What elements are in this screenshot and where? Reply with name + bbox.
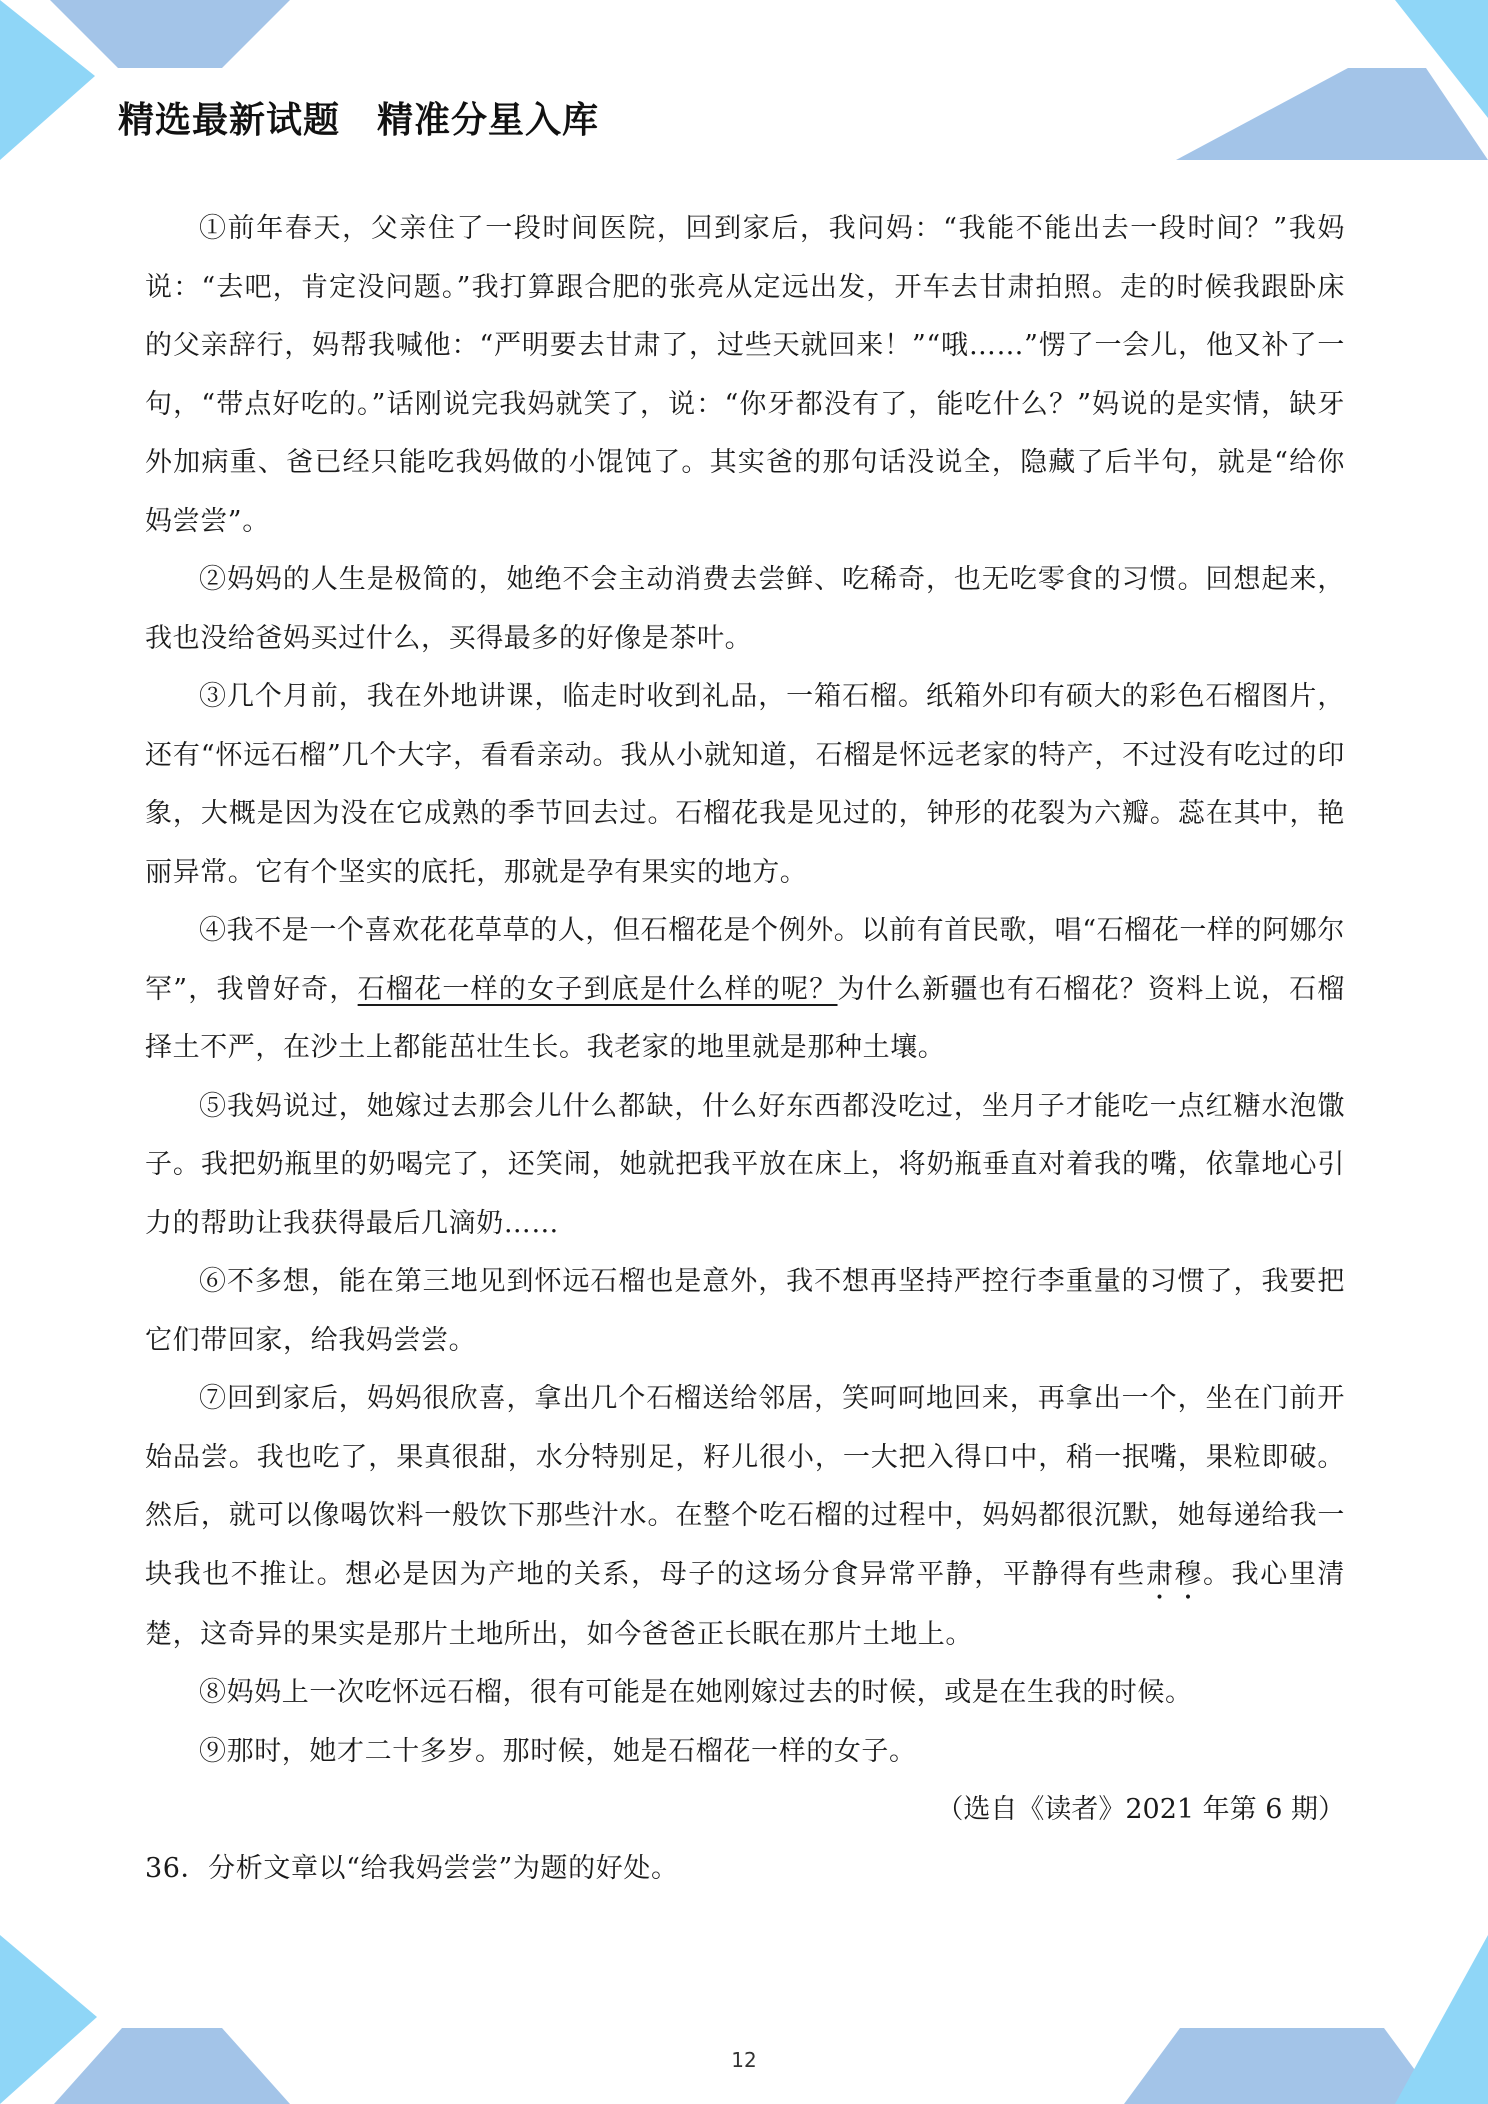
paragraph-6 (145, 1253, 1345, 1370)
paragraph-8 (145, 1664, 1345, 1723)
paragraph-text: ③几个月前，我在外地讲课，临走时收到礼品，一箱石榴。纸箱外印有硕大的彩色石榴图片，还有“怀远石榴”几个大字，看看亲动。我从小就知道，石榴是怀远老家的特产，不过没有吃过的印象，大概是因为没在它成熟的季节回去过。石榴花我是见过的，钟形的花裂为六瓣。蕊在其中，艳丽异常。它有个坚实的底托，那就是孕有果实的地方。 (145, 681, 1345, 888)
article-paragraphs (145, 200, 1345, 1781)
paragraph-text: ④我不是一个喜欢花花草草的人，但石榴花是个例外。以前有首民歌，唱“石榴花一样的阿娜尔罕”，我曾好奇， (145, 915, 1346, 1005)
paragraph-2 (145, 551, 1345, 668)
emphasized-word: 肃穆 (1145, 1558, 1204, 1590)
paragraph-1 (145, 200, 1345, 551)
paragraph-text: ⑥不多想，能在第三地见到怀远石榴也是意外，我不想再坚持严控行李重量的习惯了，我要把它们带回家，给我妈尝尝。 (145, 1266, 1345, 1356)
page-number: 12 (731, 2048, 757, 2072)
paragraph-3 (145, 668, 1345, 902)
underlined-sentence: 石榴花一样的女子到底是什么样的呢？ (357, 973, 838, 1005)
paragraph-text: 。我心里清楚，这奇异的果实是那片土地所出，如今爸爸正长眠在那片土地上。 (145, 1558, 1346, 1650)
header-title: 精选最新试题 精准分星入库 (118, 100, 600, 141)
paragraph-text: ⑤我妈说过，她嫁过去那会儿什么都缺，什么好东西都没吃过，坐月子才能吃一点红糖水泡馓子。我把奶瓶里的奶喝完了，还笑闹，她就把我平放在床上，将奶瓶垂直对着我的嘴，依靠地心引力的帮助让我获得最后几滴奶…… (145, 1090, 1345, 1239)
article-source: （选自《读者》2021 年第 6 期） (936, 1794, 1345, 1825)
paragraph-7 (145, 1370, 1345, 1664)
article-body (145, 200, 1345, 1898)
question-36: 36．分析文章以“给我妈尝尝”为题的好处。 (145, 1852, 679, 1884)
paragraph-5 (145, 1078, 1345, 1254)
top-right-trapezoid (1176, 68, 1488, 160)
top-left-trapezoid (50, 0, 290, 68)
paragraph-text: 为什么新疆也有石榴花？资料上说，石榴择土不严，在沙土上都能茁壮生长。我老家的地里就是那种土壤。 (145, 973, 1345, 1063)
paragraph-text: ①前年春天，父亲住了一段时间医院，回到家后，我问妈：“我能不能出去一段时间？”我妈说：“去吧，肯定没问题。”我打算跟合肥的张亮从定远出发，开车去甘肃拍照。走的时候我跟卧床的父亲辞行，妈帮我喊他：“严明要去甘肃了，过些天就回来！”“哦……”愣了一会儿，他又补了一句，“带点好吃的。”话刚说完我妈就笑了，说：“你牙都没有了，能吃什么？”妈说的是实情，缺牙外加病重、爸已经只能吃我妈做的小馄饨了。其实爸的那句话没说全，隐藏了后半句，就是“给你妈尝尝”。 (145, 213, 1345, 537)
paragraph-text: ②妈妈的人生是极简的，她绝不会主动消费去尝鲜、吃稀奇，也无吃零食的习惯。回想起来，我也没给爸妈买过什么，买得最多的好像是茶叶。 (145, 564, 1345, 654)
paragraph-text: ⑦回到家后，妈妈很欣喜，拿出几个石榴送给邻居，笑呵呵地回来，再拿出一个，坐在门前开始品尝。我也吃了，果真很甜，水分特别足，籽儿很小，一大把入得口中，稍一抿嘴，果粒即破。然后，就可以像喝饮料一般饮下那些汁水。在整个吃石榴的过程中，妈妈都很沉默，她每递给我一块我也不推让。想必是因为产地的关系，母子的这场分食异常平静，平静得有些 (145, 1383, 1345, 1590)
paragraph-4 (145, 902, 1345, 1078)
paragraph-9 (145, 1723, 1345, 1782)
paragraph-text: ⑨那时，她才二十多岁。那时候，她是石榴花一样的女子。 (199, 1735, 917, 1767)
paragraph-text: ⑧妈妈上一次吃怀远石榴，很有可能是在她刚嫁过去的时候，或是在生我的时候。 (199, 1677, 1193, 1708)
